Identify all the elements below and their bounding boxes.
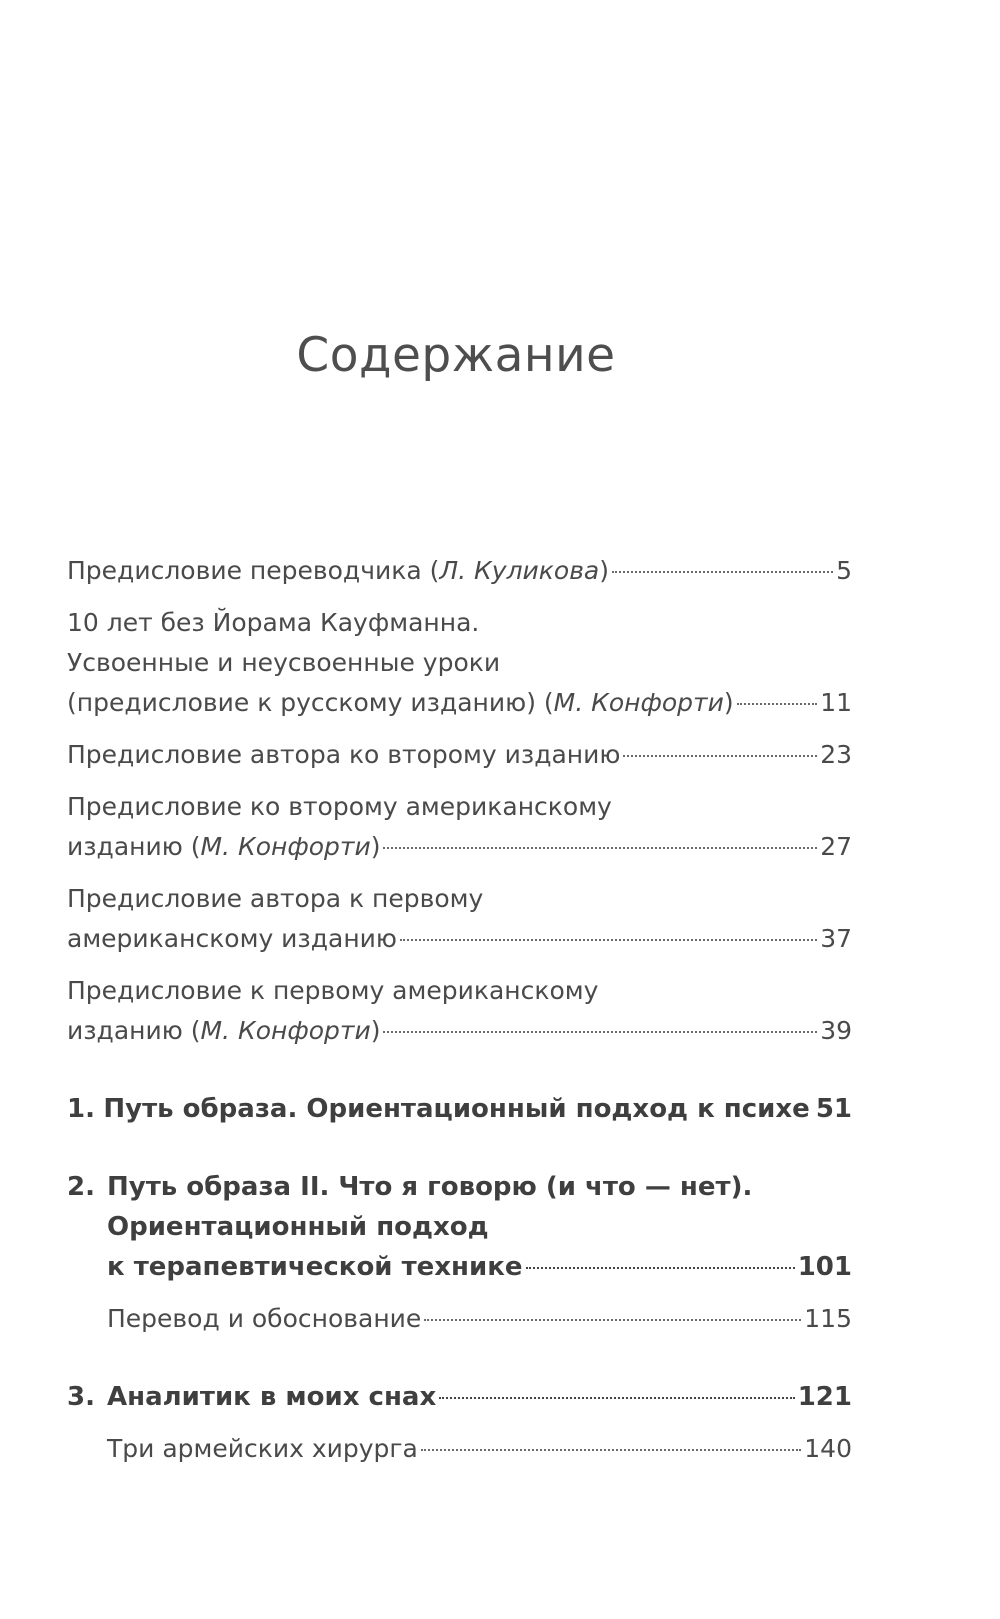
page-number: 11	[820, 688, 852, 717]
entry-line-1: 10 лет без Йорама Кауфманна.	[67, 608, 480, 637]
toc-subsection-translation-justification[interactable]	[67, 1299, 852, 1339]
toc-entry-line	[67, 551, 852, 591]
toc-entry-line	[67, 683, 852, 723]
toc-entry-translator-preface[interactable]	[67, 551, 852, 591]
dot-leader	[439, 1397, 794, 1399]
entry-text: Предисловие автора ко второму изданию	[67, 740, 621, 769]
entry-author: М. Конфорти	[200, 832, 371, 861]
chapter-title: Путь образа. Ориентационный подход к психе	[103, 1094, 810, 1124]
toc-entry-line	[67, 1377, 852, 1417]
dot-leader	[623, 755, 817, 757]
page-number: 23	[820, 740, 852, 769]
toc-entry-line	[107, 1299, 852, 1339]
page-number: 140	[804, 1434, 852, 1463]
entry-text: американскому изданию	[67, 924, 397, 953]
page-number: 5	[836, 556, 852, 585]
dot-leader	[383, 847, 817, 849]
toc-chapter-3[interactable]	[67, 1377, 852, 1417]
dot-leader	[383, 1031, 817, 1033]
chapter-number: 1.	[67, 1094, 95, 1124]
entry-line-1: Предисловие ко второму американскому	[67, 792, 612, 821]
chapter-number: 3.	[67, 1382, 95, 1412]
entry-author: М. Конфорти	[553, 688, 724, 717]
toc-chapter-2[interactable]	[67, 1167, 852, 1287]
dot-leader	[421, 1449, 801, 1451]
entry-line-1: Предисловие автора к первому	[67, 884, 484, 913]
chapter-title: Аналитик в моих снах	[107, 1382, 437, 1412]
page-number: 37	[820, 924, 852, 953]
entry-line-1: 2. Путь образа II. Что я говорю (и что — нет).	[67, 1167, 852, 1207]
page-number: 101	[797, 1252, 852, 1282]
toc-entry-line	[67, 1089, 852, 1129]
toc-entry-line	[67, 1247, 852, 1287]
toc-entry-line	[67, 919, 852, 959]
entry-author: Л. Куликова	[439, 556, 600, 585]
page-number: 115	[804, 1304, 852, 1333]
toc-chapter-1[interactable]	[67, 1089, 852, 1129]
toc-entry-russian-edition-preface[interactable]	[67, 603, 852, 723]
dot-leader	[737, 703, 818, 705]
dot-leader	[526, 1267, 795, 1269]
table-of-contents	[67, 551, 852, 1481]
chapter-title: к терапевтической технике	[107, 1252, 523, 1282]
entry-line-2: Усвоенные и неусвоенные уроки	[67, 648, 501, 677]
entry-text: Перевод и обоснование	[107, 1304, 422, 1333]
toc-subsection-three-army-surgeons[interactable]	[67, 1429, 852, 1469]
toc-entry-line	[107, 1429, 852, 1469]
page-number: 121	[797, 1382, 852, 1412]
page-title: Содержание	[296, 328, 616, 383]
entry-text: Три армейских хирурга	[107, 1434, 418, 1463]
entry-line-2: Ориентационный подход	[107, 1212, 489, 1242]
dot-leader	[424, 1319, 801, 1321]
toc-entry-first-american-edition-preface[interactable]	[67, 971, 852, 1051]
page-number: 51	[815, 1094, 852, 1124]
entry-text: изданию (М. Конфорти)	[67, 1016, 381, 1045]
toc-entry-line	[67, 827, 852, 867]
page-number: 39	[820, 1016, 852, 1045]
page-number: 27	[820, 832, 852, 861]
toc-entry-second-american-edition-preface[interactable]	[67, 787, 852, 867]
toc-entry-author-second-edition-preface[interactable]	[67, 735, 852, 775]
chapter-number: 2.	[67, 1172, 95, 1202]
toc-entry-author-first-american-preface[interactable]	[67, 879, 852, 959]
entry-author: М. Конфорти	[200, 1016, 371, 1045]
toc-entry-line	[67, 735, 852, 775]
dot-leader	[400, 939, 817, 941]
entry-text: (предисловие к русскому изданию) (М. Конфорти)	[67, 688, 734, 717]
entry-text: изданию (М. Конфорти)	[67, 832, 381, 861]
toc-entry-line	[67, 1011, 852, 1051]
entry-line-1: Предисловие к первому американскому	[67, 976, 599, 1005]
entry-text: Предисловие переводчика (Л. Куликова)	[67, 556, 610, 585]
dot-leader	[612, 571, 833, 573]
